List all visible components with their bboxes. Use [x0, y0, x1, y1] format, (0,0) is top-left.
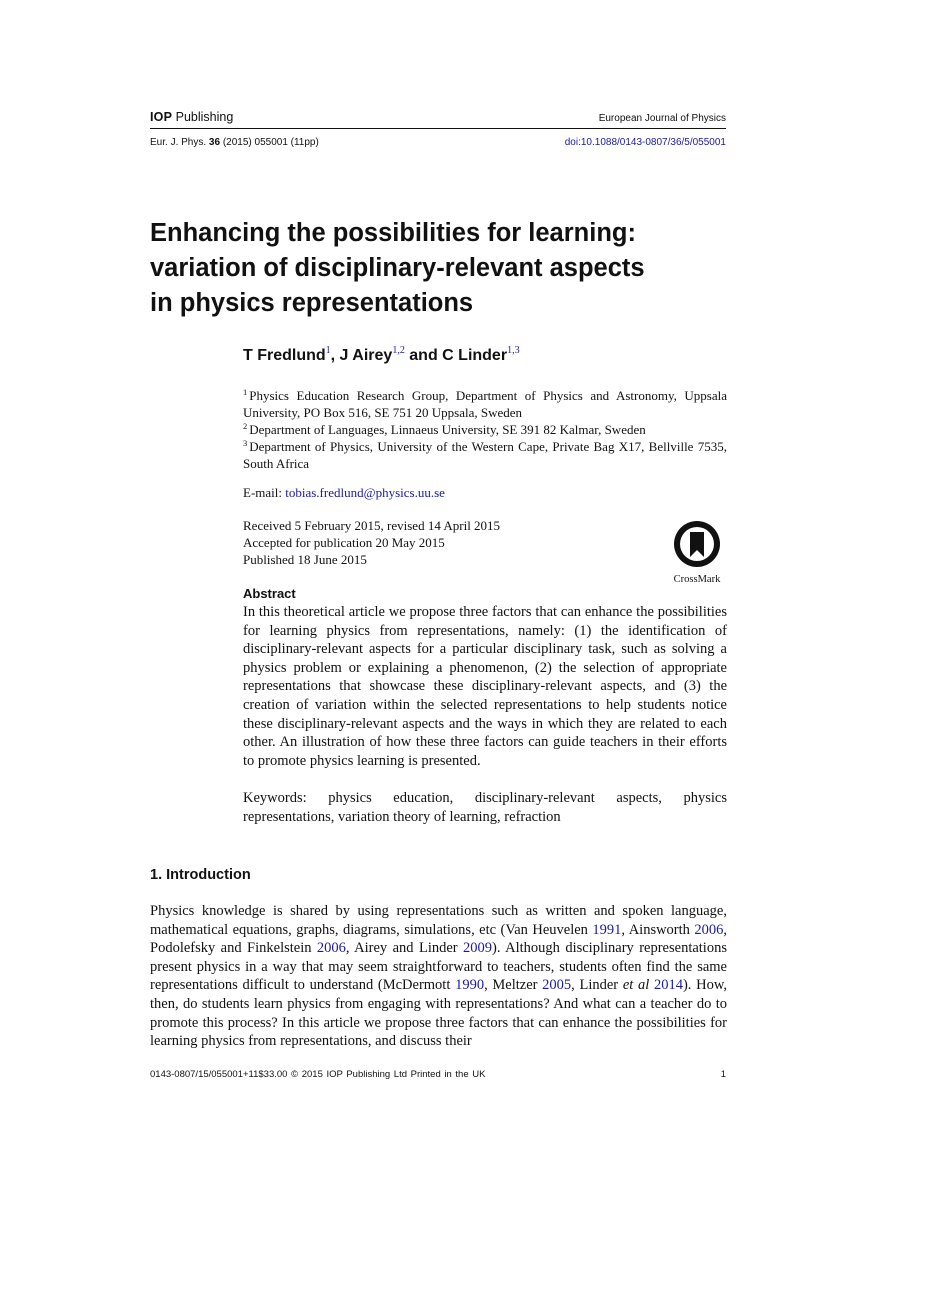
- citation-link[interactable]: 2009: [463, 940, 493, 957]
- title-line: Enhancing the possibilities for learning:: [150, 219, 636, 247]
- citation-volume: 36: [208, 137, 221, 148]
- abstract-heading: Abstract: [243, 586, 296, 601]
- citation: [150, 137, 319, 148]
- affiliation-ref[interactable]: 1,2: [392, 345, 405, 356]
- affiliation-ref[interactable]: 1,3: [507, 345, 520, 356]
- author-name: , J Airey: [330, 347, 393, 364]
- crossmark-label: CrossMark: [673, 574, 721, 585]
- citation-journal: Eur. J. Phys.: [150, 137, 207, 148]
- email-link[interactable]: tobias.fredlund@physics.uu.se: [285, 485, 445, 500]
- publisher-logo: [150, 110, 233, 124]
- affiliation-number: 3: [243, 438, 248, 448]
- section-heading: 1. Introduction: [150, 867, 251, 883]
- received-date: Received 5 February 2015, revised 14 April 2015: [243, 518, 501, 533]
- crossmark-icon: [673, 520, 721, 568]
- affiliation-text: Department of Physics, University of the Western Cape, Private Bag X17, Bellville 7535, South Africa: [243, 439, 727, 471]
- intro-text: , Airey and Linder: [345, 940, 464, 957]
- intro-text: ). How, then, do students learn physics from engaging with representations? And what can a teacher do to promote this process? In this article we propose three factors that can enhance the possibilities for learning physics from representations, and discuss their: [150, 977, 727, 1050]
- author-name: and C Linder: [404, 347, 508, 364]
- email-label: E-mail:: [243, 485, 286, 500]
- citation-link[interactable]: 2006: [316, 940, 346, 957]
- affiliation-text: Department of Languages, Linnaeus University, SE 391 82 Kalmar, Sweden: [249, 422, 646, 437]
- affiliation-ref[interactable]: 1: [325, 345, 331, 356]
- page-number: 1: [720, 1069, 726, 1080]
- intro-text: Physics knowledge is shared by using representations such as written and spoken language, mathematical equations, graphs, diagrams, simulations, etc (Van Heuvelen: [150, 903, 727, 938]
- affiliation: [243, 384, 727, 421]
- citation-link[interactable]: 1990: [455, 977, 485, 994]
- article-title: [150, 216, 750, 321]
- intro-text-italic: et al: [622, 977, 650, 994]
- author-name: T Fredlund: [243, 347, 326, 364]
- doi-link[interactable]: doi:10.1088/0143-0807/36/5/055001: [564, 137, 726, 148]
- affiliation: [243, 435, 727, 472]
- journal-name: European Journal of Physics: [598, 113, 726, 124]
- intro-text: , Linder: [571, 977, 623, 994]
- affiliation-number: 1: [243, 387, 248, 397]
- publisher-logo-bold: IOP: [150, 110, 173, 124]
- affiliation-text: Physics Education Research Group, Department of Physics and Astronomy, Uppsala University, PO Box 516, SE 751 20 Uppsala, Sweden: [243, 388, 727, 420]
- crossmark-badge[interactable]: [669, 520, 725, 585]
- citation-link[interactable]: 2014: [653, 977, 683, 994]
- title-line: in physics representations: [150, 289, 474, 317]
- citation-link[interactable]: 1991: [592, 921, 622, 938]
- intro-text: ). Although disciplinary representations present physics in a way that may seem straightforward to teachers, students often find the same representations difficult to understand (McDermott: [150, 940, 727, 994]
- abstract-text: In this theoretical article we propose three factors that can enhance the possibilities for learning physics from representations, namely: (1) the identification of disciplinary-relevant aspects for a particular disciplinary task, such as solving a physics problem or explaining a phenomenon, (2) the selection of appropriate representations that showcase these disciplinary-relevant aspects, and (3) the creation of variation within the selected representations to help students notice these disciplinary-relevant aspects and the ways in which they are related to each other. An illustration of how these three factors can guide teachers in their efforts to promote physics learning is presented.: [243, 604, 727, 769]
- intro-text: , Ainsworth: [621, 921, 695, 938]
- title-line: variation of disciplinary-relevant aspects: [150, 254, 645, 282]
- email-line: [243, 485, 445, 501]
- accepted-date: Accepted for publication 20 May 2015: [243, 535, 445, 550]
- affiliation-number: 2: [243, 421, 248, 431]
- citation-link[interactable]: 2006: [694, 921, 724, 938]
- intro-text: , Podolefsky and Finkelstein: [150, 921, 728, 957]
- header-rule: [150, 128, 726, 129]
- published-date: Published 18 June 2015: [243, 552, 367, 567]
- citation-details: (2015) 055001 (11pp): [222, 137, 319, 148]
- keywords: Keywords: physics education, disciplinary-relevant aspects, physics representations, variation theory of learning, refraction: [243, 790, 727, 825]
- publisher-logo-text: Publishing: [175, 110, 234, 124]
- author-list: [243, 345, 520, 365]
- citation-link[interactable]: 2005: [542, 977, 572, 994]
- footer-copyright: 0143-0807/15/055001+11$33.00 © 2015 IOP Publishing Ltd Printed in the UK: [150, 1069, 486, 1080]
- intro-text: , Meltzer: [484, 977, 543, 994]
- intro-paragraph: [150, 902, 727, 1051]
